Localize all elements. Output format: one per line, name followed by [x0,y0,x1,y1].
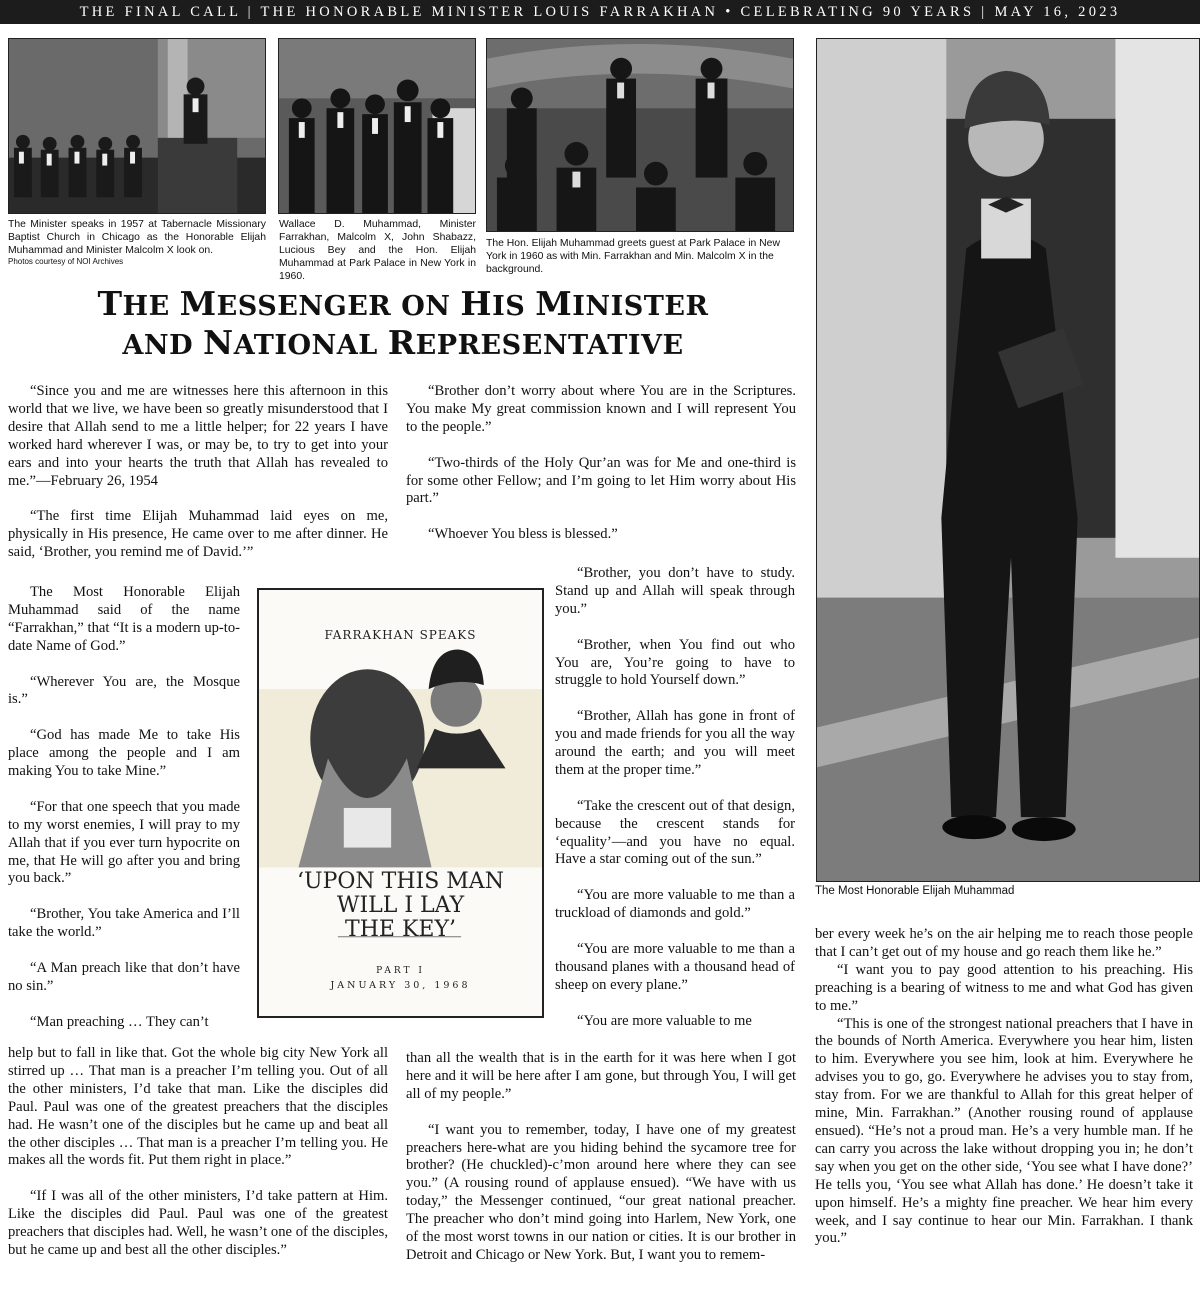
headline-small: ATIONAL [233,330,388,361]
headline-cap: H [460,284,493,323]
paragraph: “The first time Elijah Muhammad laid eyes on me, physically in His presence, He came over to me after dinner. He said, ‘Brother, you remind me of David.’” [8,508,388,561]
headline-cap: N [203,323,234,362]
photo-credit: Photos courtesy of NOI Archives [8,257,124,266]
column-1-narrow [8,584,240,1032]
paragraph: ber every week he’s on the air helping me to reach those people that I can’t get out of my house and go reach them like he.” [815,926,1193,960]
book-title-line: ‘UPON THIS MAN [297,869,504,894]
headline-small: IS [492,291,536,322]
paragraph: “Man preaching … They can’t [30,1013,209,1030]
paragraph: “God has made Me to take His place among the people and I am making You to take Mine.” [8,727,240,780]
paragraph: The Most Honorable Elijah Muhammad said of the name “Farrakhan,” that “It is a modern up-to-date Name of God.” [8,584,240,654]
paragraph: “A Man preach like that don’t have no sin.” [8,959,240,994]
paragraph: “If I was all of the other ministers, I’d take pattern at Him. Like the disciples did Paul. Paul was one of the greatest preachers that disciples had. Well, he wasn’t one of the disciples, but he came up and best all the other disciples.” [8,1188,388,1258]
paragraph: “Whoever You bless is blessed.” [428,526,618,543]
photo-park-palace-group [278,38,476,214]
book-part: PART I [376,966,425,976]
headline-cap: T [97,284,123,323]
paragraph: “I want you to pay good attention to his preaching. His preaching is a bearing of witness to me and what God has given to me.” [815,961,1193,1014]
book-main-title [259,870,542,942]
paragraph: “For that one speech that you made to my worst enemies, I will pray to my Allah that if you ever turn hypocrite on me, that He will go after you and bring you back.” [8,798,240,887]
headline-small: ESSENGER ON [216,291,461,322]
photo-caption-4: The Most Honorable Elijah Muhammad [815,885,1015,897]
paragraph: “Brother, Allah has gone in front of you and made friends for you all the way around the earth; and you will meet them at the proper time.” [555,708,795,778]
headline-cap: M [535,284,573,323]
headline-small: INISTER [572,291,709,322]
column-2-top [406,383,796,544]
headline-small: EPRESENTATIVE [415,330,684,361]
paragraph: “Brother, you don’t have to study. Stand up and Allah will speak through you.” [555,565,795,617]
article-headline [8,286,798,364]
paragraph: help but to fall in like that. Got the whole big city New York all stirred up … That man is a preacher I’m telling you. Out of all the other ministers, I’d take that man. Like the disciples did Paul. Paul was one of the greatest preachers that the disciples had. He wasn’t one of the disciples but he came up and beat all the other disciples … That man is a preacher I’m telling you. He makes all the words fit. Put them right in place.” [8,1045,388,1169]
paragraph: “Two-thirds of the Holy Qur’an was for Me and one-third is for some other Fellow; and I’m going to let Him worry about His part.” [406,454,796,507]
book-date: JANUARY 30, 1968 [330,980,471,991]
photo-park-palace-greeting [486,38,794,232]
headline-cap: R [387,323,416,362]
paragraph: “You are more valuable to me than a thousand planes with a thousand head of sheep on every plane.” [555,940,795,993]
paragraph: “You are more valuable to me [577,1012,752,1029]
headline-small: HE [122,291,180,322]
photo-tabernacle-1957 [8,38,266,214]
paragraph: “Wherever You are, the Mosque is.” [8,673,240,708]
book-series-title: FARRAKHAN SPEAKS [324,628,477,642]
headline-line-2 [8,325,798,364]
paragraph: “Brother, You take America and I’ll take the world.” [8,906,240,941]
book-title-line: WILL I LAY [336,893,465,918]
headline-cap: M [179,284,217,323]
paragraph: “Brother don’t worry about where You are in the Scriptures. You make My great commission known and I will represent You to the people.” [406,383,796,435]
paragraph: “This is one of the strongest national preachers that I have in the bounds of North America. Everywhere you hear him, listen to him. Everywhere you see him, look at him. Everywhere he advises you to go, go. Everywhere he advises you to stay from, stay from. For we are thankful to Allah for this great helper of mine, Min. Farrakhan.” (Another rousing round of applause ensued). “He’s not a proud man. He’s a very humble man. If he can carry you across the lake without dropping you in; he don’t say when you get on the other side, ‘You see what I have done?’ He tells you, ‘You see what Allah has done.’ He doesn’t take it upon himself. He’s a mighty fine preacher. We hear him every week, and I say continue to hear our Min. Farrakhan. I thank you.” [815,1015,1193,1247]
masthead-banner: THE FINAL CALL | THE HONORABLE MINISTER LOUIS FARRAKHAN • CELEBRATING 90 YEARS | MAY 16, 2023 [0,0,1200,24]
photo-caption-1 [8,218,266,267]
column-2-bottom [406,1050,796,1265]
column-1-bottom [8,1045,388,1260]
paragraph: “Since you and me are witnesses here this afternoon in this world that we live, we have been so greatly misunderstood that I desire that Allah send to me a little helper; for 22 years I have worked hard wherever I was, or may be, to try to get into your ears and into your hearts the truth that Allah has revealed to me.”—February 26, 1954 [8,383,388,489]
column-2-narrow [555,565,795,1030]
paragraph: “You are more valuable to me than a truckload of diamonds and gold.” [555,887,795,922]
caption-text: The Minister speaks in 1957 at Tabernacle Missionary Baptist Church in Chicago as the Honorable Elijah Muhammad and Minister Malcolm X look on. [8,219,266,256]
paragraph: “I want you to remember, today, I have one of my greatest preachers here-what are you hiding behind the sycamore tree for brother? (He chuckled)-c’mon around here where they can see you.” (A rousing round of applause ensued). “We have with us today,” the Messenger continued, “our great national preacher. The preacher who don’t mind going into Harlem, New York, one of the most worst towns in our nation or cities. It is our brother in Detroit and Chicago or New York. But, I want you to remem- [406,1121,796,1263]
headline-line-1 [8,286,798,325]
paragraph: “Brother, when You find out who You are, You’re going to have to struggle to hold Yourself down.” [555,636,795,689]
book-title-line: THE KEY’ [345,917,456,942]
book-cover-farrakhan-speaks [257,588,544,1018]
paragraph: “Take the crescent out of that design, because the crescent stands for ‘equality’—and you have no equal. Have a star coming out of the sun.” [555,797,795,868]
headline-small: AND [122,330,204,361]
photo-caption-2: Wallace D. Muhammad, Minister Farrakhan, Malcolm X, John Shabazz, Lucious Bey and the Hon. Elijah Muhammad at Park Palace in New York in 1960. [279,219,476,282]
photo-caption-3: The Hon. Elijah Muhammad greets guest at Park Palace in New York in 1960 as with Min. Farrakhan and Min. Malcolm X in the background. [486,238,780,275]
photo-elijah-muhammad-portrait [816,38,1200,882]
column-3 [815,926,1193,1248]
column-1-top [8,383,388,562]
paragraph: than all the wealth that is in the earth for it was here when I got here and it will be here after I am gone, but through You, I will get all of my people.” [406,1050,796,1102]
